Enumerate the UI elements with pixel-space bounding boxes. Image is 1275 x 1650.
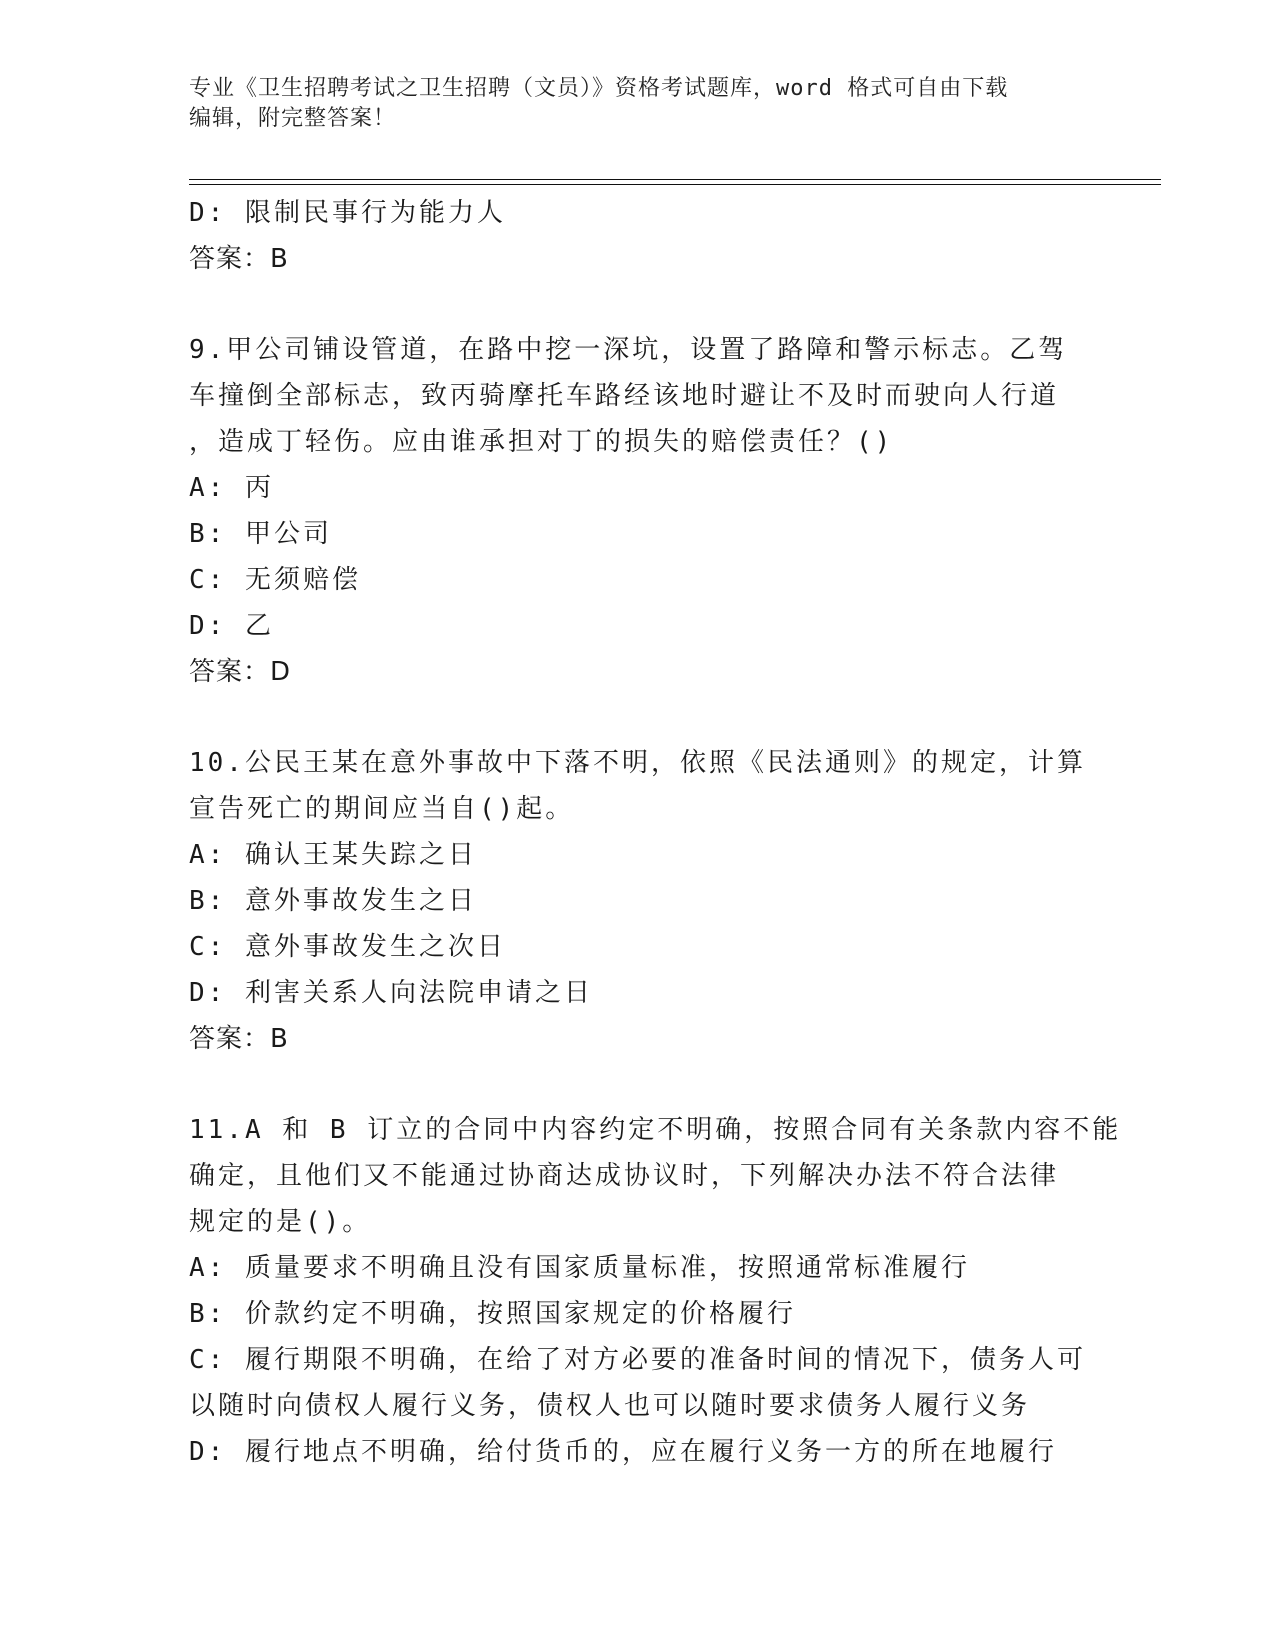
- question-11: [189, 1107, 1122, 1475]
- answer: 答案：D: [189, 657, 292, 687]
- option-c: C: 意外事故发生之次日: [189, 932, 506, 962]
- question-stem-line: 9.甲公司铺设管道，在路中挖一深坑，设置了路障和警示标志。乙驾: [189, 335, 1068, 365]
- question-10: [189, 740, 1089, 1062]
- option-d: D: 限制民事行为能力人: [189, 198, 506, 228]
- question-stem-line: 11.A 和 B 订立的合同中内容约定不明确，按照合同有关条款内容不能: [189, 1115, 1122, 1145]
- spacer: [189, 695, 1089, 740]
- answer: 答案：B: [189, 1024, 289, 1054]
- option-c-continued: 以随时向债权人履行义务，债权人也可以随时要求债务人履行义务: [189, 1391, 1031, 1421]
- option-a: A: 丙: [189, 473, 274, 503]
- option-b: B: 甲公司: [189, 519, 332, 549]
- question-stem-line: 规定的是()。: [189, 1207, 372, 1237]
- option-b: B: 价款约定不明确，按照国家规定的价格履行: [189, 1299, 796, 1329]
- question-9: [189, 327, 1089, 695]
- question-stem-line: 车撞倒全部标志，致丙骑摩托车路经该地时避让不及时而驶向人行道: [189, 381, 1060, 411]
- header-line-2: 编辑，附完整答案！: [189, 106, 397, 131]
- option-a: A: 质量要求不明确且没有国家质量标准，按照通常标准履行: [189, 1253, 970, 1283]
- question-stem-line: 确定，且他们又不能通过协商达成协议时，下列解决办法不符合法律: [189, 1161, 1060, 1191]
- spacer: [189, 282, 1089, 327]
- question-stem-line: 10.公民王某在意外事故中下落不明，依照《民法通则》的规定，计算: [189, 748, 1086, 778]
- option-c: C: 履行期限不明确，在给了对方必要的准备时间的情况下，债务人可: [189, 1345, 1086, 1375]
- option-d: D: 利害关系人向法院申请之日: [189, 978, 593, 1008]
- question-8-tail: [189, 190, 1089, 282]
- page-header: [189, 74, 1069, 134]
- option-b: B: 意外事故发生之日: [189, 886, 477, 916]
- question-stem-line: 宣告死亡的期间应当自()起。: [189, 794, 575, 824]
- answer: 答案：B: [189, 244, 289, 274]
- option-d: D: 履行地点不明确，给付货币的，应在履行义务一方的所在地履行: [189, 1437, 1057, 1467]
- option-d: D: 乙: [189, 611, 274, 641]
- option-c: C: 无须赔偿: [189, 565, 361, 595]
- question-stem-line: ，造成丁轻伤。应由谁承担对丁的损失的赔偿责任？(): [189, 427, 894, 457]
- option-a: A: 确认王某失踪之日: [189, 840, 477, 870]
- spacer: [189, 1062, 1089, 1107]
- header-line-1: 专业《卫生招聘考试之卫生招聘（文员）》资格考试题库，word 格式可自由下载: [189, 76, 1009, 101]
- document-body: [189, 190, 1122, 1475]
- header-divider: [189, 179, 1161, 185]
